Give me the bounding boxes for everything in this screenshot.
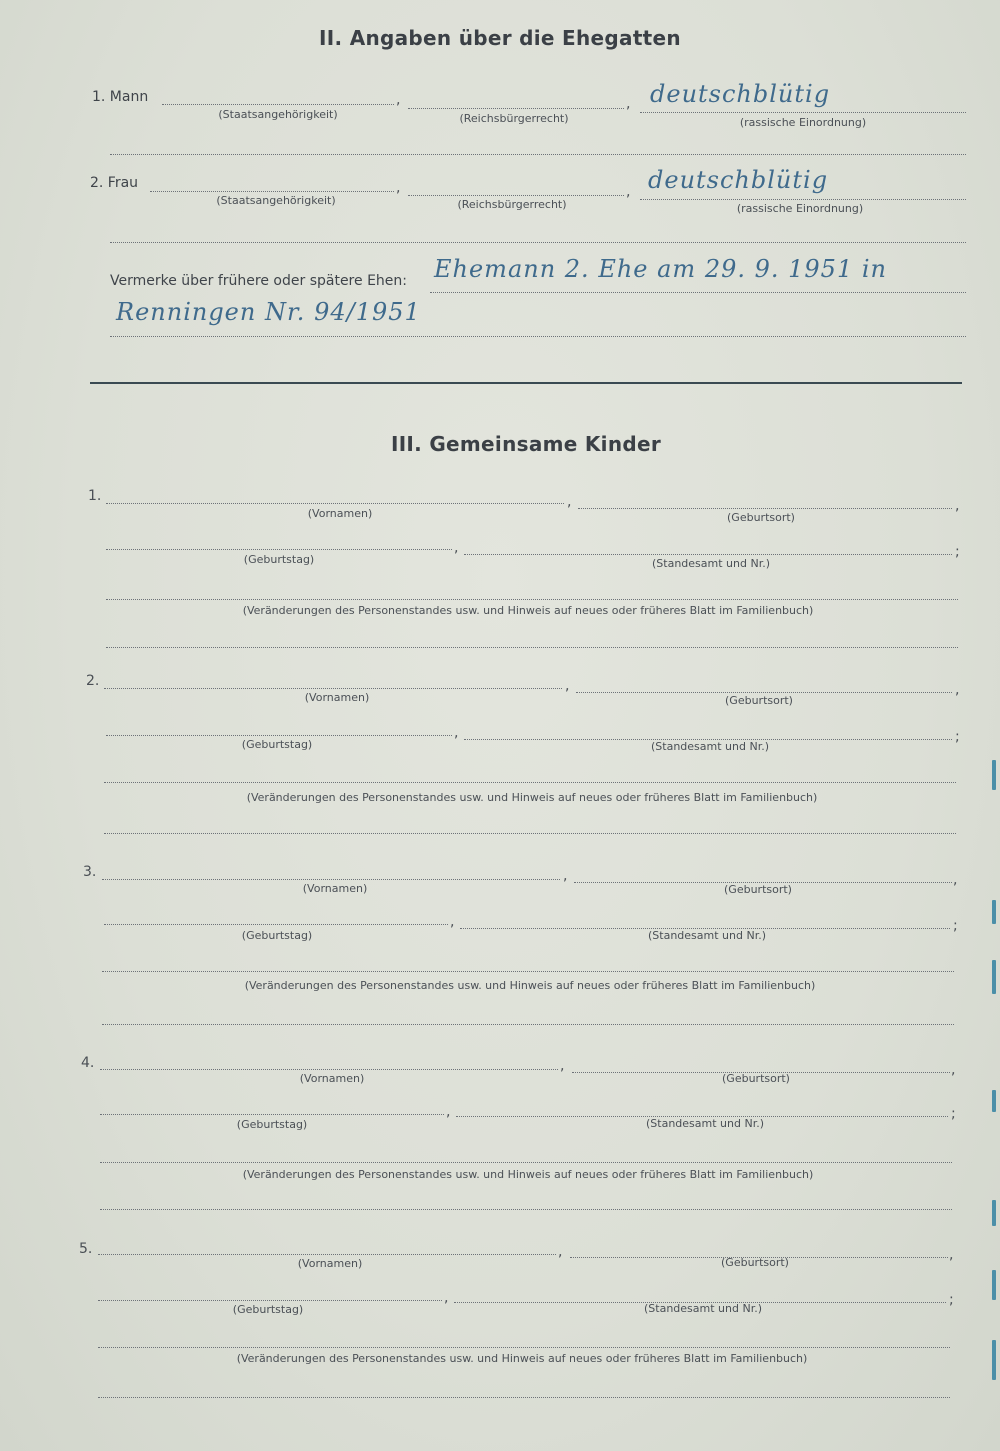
caption-veraenderungen: (Veränderungen des Personenstandes usw. und Hinweis auf neues oder früheres Blatt im Familienbuch) (242, 1168, 814, 1181)
child-extra-line (100, 1209, 952, 1210)
caption-geburtsort: (Geburtsort) (722, 1072, 790, 1085)
vermerke-label: Vermerke über frühere oder spätere Ehen: (110, 273, 407, 289)
caption-geburtstag: (Geburtstag) (241, 929, 313, 942)
caption-veraenderungen: (Veränderungen des Personenstandes usw. und Hinweis auf neues oder früheres Blatt im Familienbuch) (236, 1352, 808, 1365)
child-geburtstag-line (106, 735, 452, 736)
child-vornamen-line (106, 503, 564, 504)
caption-standesamt: (Standesamt und Nr.) (652, 557, 770, 570)
comma: , (626, 184, 631, 200)
comma: , (446, 1104, 451, 1120)
caption-veraenderungen: (Veränderungen des Personenstandes usw. und Hinweis auf neues oder früheres Blatt im Familienbuch) (246, 791, 818, 804)
child-number: 2. (86, 673, 100, 689)
comma: , (567, 494, 572, 510)
edge-mark (992, 760, 996, 790)
child-number: 3. (83, 864, 97, 880)
mann-label: 1. Mann (92, 89, 149, 105)
caption-rassische-einordnung: (rassische Einordnung) (739, 116, 867, 129)
mann-handwritten-rasse: deutschblütig (650, 80, 831, 108)
child-extra-line (106, 647, 958, 648)
child-vornamen-line (98, 1254, 556, 1255)
edge-mark (992, 900, 996, 924)
comma: , (563, 868, 568, 884)
child-veraenderungen-line (106, 599, 958, 600)
caption-geburtsort: (Geburtsort) (724, 883, 792, 896)
caption-geburtstag: (Geburtstag) (236, 1118, 308, 1131)
semicolon: ; (953, 918, 958, 934)
edge-mark (992, 1270, 996, 1300)
caption-veraenderungen: (Veränderungen des Personenstandes usw. und Hinweis auf neues oder früheres Blatt im Familienbuch) (242, 604, 814, 617)
child-vornamen-line (100, 1069, 558, 1070)
edge-mark (992, 960, 996, 994)
child-veraenderungen-line (100, 1162, 952, 1163)
comma: , (454, 540, 459, 556)
child-geburtstag-line (100, 1114, 444, 1115)
child-geburtsort-line (576, 692, 952, 693)
caption-staatsangehoerigkeit: (Staatsangehörigkeit) (218, 108, 338, 121)
mann-reichsbuergerrecht-line (408, 108, 624, 109)
comma: , (450, 914, 455, 930)
caption-staatsangehoerigkeit: (Staatsangehörigkeit) (216, 194, 336, 207)
child-geburtstag-line (98, 1300, 442, 1301)
child-geburtstag-line (104, 924, 448, 925)
semicolon: ; (955, 544, 960, 560)
comma: , (953, 872, 958, 888)
caption-vornamen: (Vornamen) (297, 1257, 363, 1270)
caption-standesamt: (Standesamt und Nr.) (651, 740, 769, 753)
edge-mark (992, 1090, 996, 1112)
comma: , (396, 180, 401, 196)
child-geburtstag-line (106, 549, 452, 550)
frau-label: 2. Frau (90, 175, 139, 191)
comma: , (454, 725, 459, 741)
semicolon: ; (951, 1106, 956, 1122)
section-3-title: III. Gemeinsame Kinder (390, 432, 662, 456)
child-standesamt-line (464, 554, 952, 555)
comma: , (444, 1290, 449, 1306)
comma: , (949, 1247, 954, 1263)
child-vornamen-line (104, 688, 562, 689)
frau-rasse-line (640, 199, 966, 200)
frau-staatsangehoerigkeit-line (150, 191, 394, 192)
edge-mark (992, 1340, 996, 1380)
mann-rasse-line (640, 112, 966, 113)
child-number: 4. (81, 1055, 95, 1071)
frau-reichsbuergerrecht-line (408, 195, 624, 196)
mann-staatsangehoerigkeit-line (162, 104, 394, 105)
frau-handwritten-rasse: deutschblütig (648, 166, 829, 194)
caption-vornamen: (Vornamen) (302, 882, 368, 895)
child-extra-line (104, 833, 956, 834)
child-veraenderungen-line (104, 782, 956, 783)
child-veraenderungen-line (102, 971, 954, 972)
edge-mark (992, 1200, 996, 1226)
caption-reichsbuergerrecht: (Reichsbürgerrecht) (457, 198, 567, 211)
child-number: 5. (79, 1241, 93, 1257)
vermerke-handwritten-2: Renningen Nr. 94/1951 (116, 298, 421, 326)
caption-geburtsort: (Geburtsort) (721, 1256, 789, 1269)
caption-vornamen: (Vornamen) (299, 1072, 365, 1085)
caption-veraenderungen: (Veränderungen des Personenstandes usw. und Hinweis auf neues oder früheres Blatt im Familienbuch) (244, 979, 816, 992)
caption-geburtsort: (Geburtsort) (725, 694, 793, 707)
section-2-title: II. Angaben über die Ehegatten (319, 26, 681, 50)
caption-geburtstag: (Geburtstag) (243, 553, 315, 566)
caption-vornamen: (Vornamen) (304, 691, 370, 704)
caption-standesamt: (Standesamt und Nr.) (648, 929, 766, 942)
comma: , (560, 1058, 565, 1074)
comma: , (955, 498, 960, 514)
child-veraenderungen-line (98, 1347, 950, 1348)
child-number: 1. (88, 488, 102, 504)
vermerke-line-1 (430, 292, 966, 293)
comma: , (955, 682, 960, 698)
mann-extra-line (110, 154, 966, 155)
caption-geburtstag: (Geburtstag) (232, 1303, 304, 1316)
comma: , (565, 678, 570, 694)
vermerke-handwritten-1: Ehemann 2. Ehe am 29. 9. 1951 in (434, 255, 887, 283)
caption-rassische-einordnung: (rassische Einordnung) (736, 202, 864, 215)
comma: , (626, 96, 631, 112)
vermerke-line-2 (110, 336, 966, 337)
caption-geburtsort: (Geburtsort) (727, 511, 795, 524)
caption-standesamt: (Standesamt und Nr.) (644, 1302, 762, 1315)
semicolon: ; (949, 1292, 954, 1308)
semicolon: ; (955, 729, 960, 745)
comma: , (951, 1062, 956, 1078)
caption-geburtstag: (Geburtstag) (241, 738, 313, 751)
child-vornamen-line (102, 879, 560, 880)
child-geburtsort-line (578, 508, 952, 509)
caption-standesamt: (Standesamt und Nr.) (646, 1117, 764, 1130)
child-extra-line (98, 1397, 950, 1398)
comma: , (558, 1244, 563, 1260)
child-extra-line (102, 1024, 954, 1025)
caption-vornamen: (Vornamen) (307, 507, 373, 520)
caption-reichsbuergerrecht: (Reichsbürgerrecht) (459, 112, 569, 125)
section-divider (90, 382, 962, 384)
frau-extra-line (110, 242, 966, 243)
comma: , (396, 92, 401, 108)
